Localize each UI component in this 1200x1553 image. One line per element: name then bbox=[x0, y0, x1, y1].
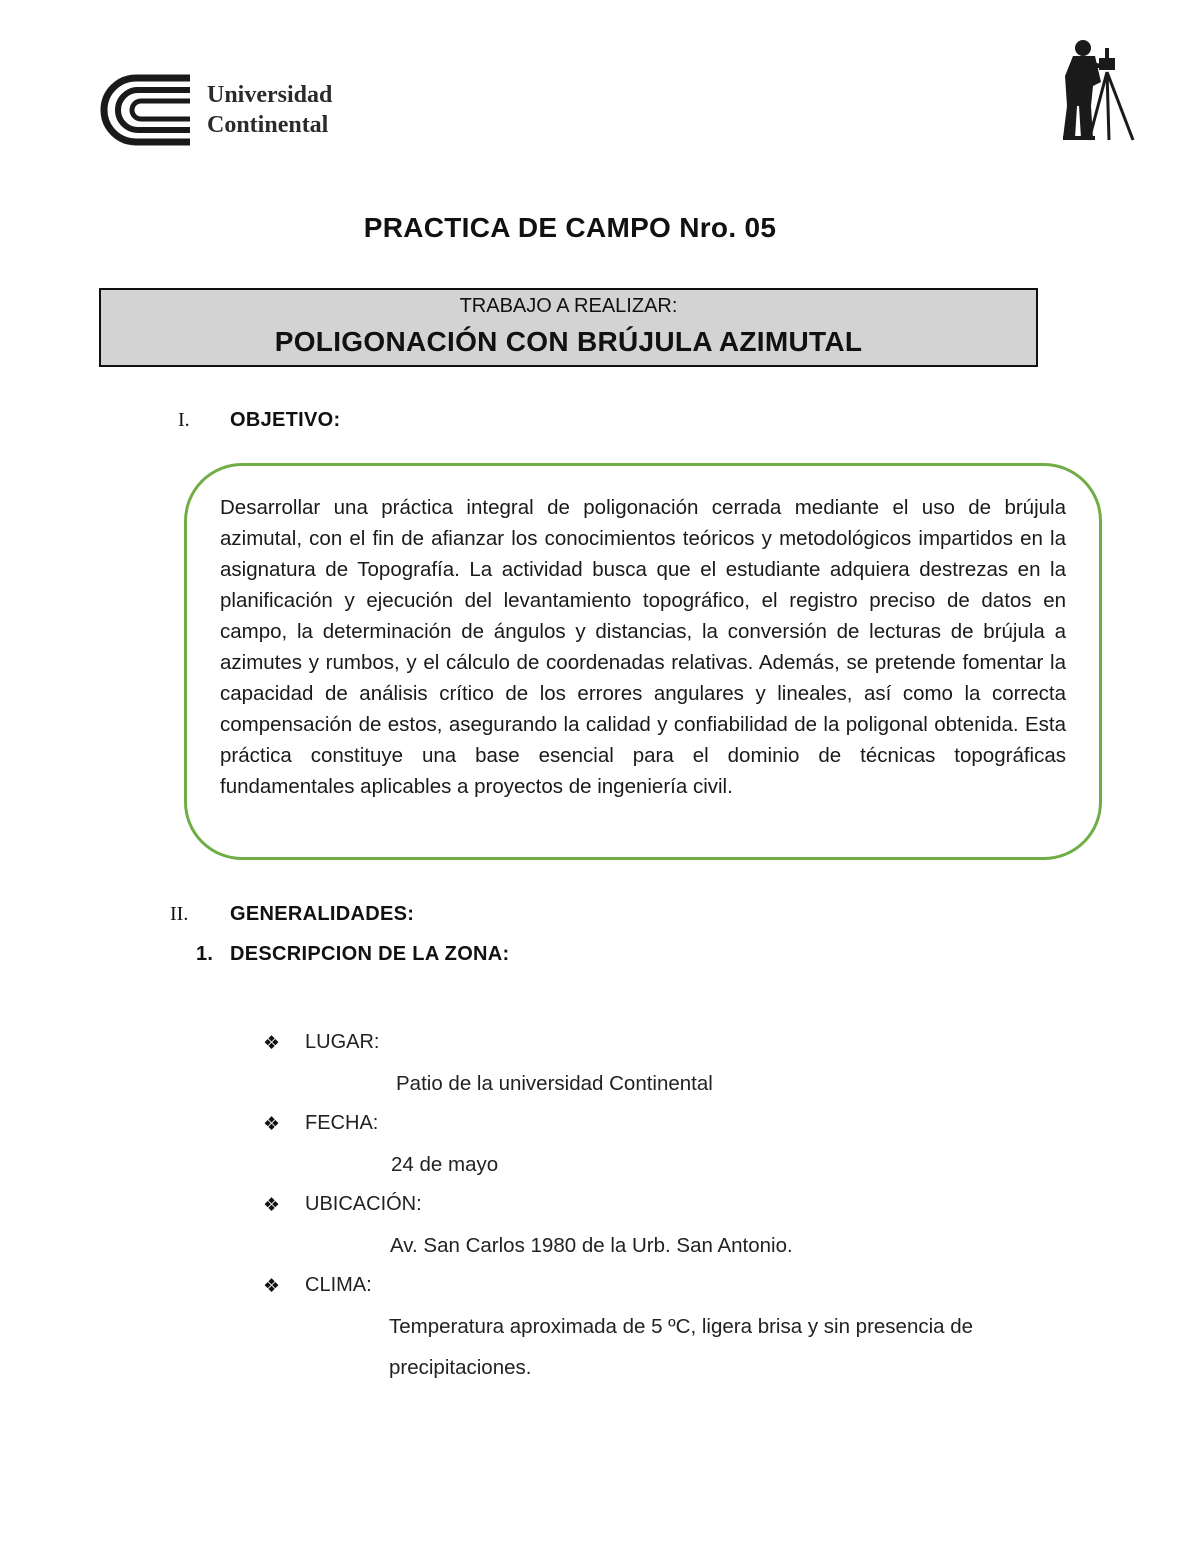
field-label-ubicacion: UBICACIÓN: bbox=[305, 1193, 422, 1215]
surveyor-icon bbox=[1055, 36, 1137, 142]
section-1-number: I. bbox=[178, 409, 190, 431]
field-label-lugar: LUGAR: bbox=[305, 1031, 380, 1053]
section-1-title: OBJETIVO: bbox=[230, 409, 341, 431]
section-2-title: GENERALIDADES: bbox=[230, 903, 415, 925]
field-value-ubicacion: Av. San Carlos 1980 de la Urb. San Antonio. bbox=[390, 1234, 793, 1257]
field-label-fecha: FECHA: bbox=[305, 1112, 379, 1134]
subsection-number: 1. bbox=[196, 943, 214, 965]
logo-text bbox=[207, 80, 332, 140]
bullet-icon: ❖ bbox=[263, 1195, 281, 1216]
work-label: TRABAJO A REALIZAR: bbox=[459, 295, 678, 317]
page-title: PRACTICA DE CAMPO Nro. 05 bbox=[363, 212, 777, 243]
bullet-icon: ❖ bbox=[263, 1033, 281, 1054]
logo-line-2: Continental bbox=[207, 112, 329, 138]
field-value-lugar: Patio de la universidad Continental bbox=[396, 1072, 713, 1095]
field-label-clima: CLIMA: bbox=[305, 1274, 372, 1296]
logo-line-1: Universidad bbox=[207, 82, 333, 108]
section-2-number: II. bbox=[170, 903, 189, 925]
field-value-clima: Temperatura aproximada de 5 ºC, ligera brisa y sin presencia de precipitaciones. bbox=[389, 1315, 974, 1379]
work-box bbox=[99, 288, 1038, 367]
field-value-fecha: 24 de mayo bbox=[391, 1153, 499, 1176]
objective-text: Desarrollar una práctica integral de poligonación cerrada mediante el uso de brújula azimutal, con el fin de afianzar los conocimientos teóricos y metodológicos impartidos en la asignatura de Topografía. La actividad busca que el estudiante adquiera destrezas en la planificación y ejecución del levantamiento topográfico, el registro preciso de datos en campo, la determinación de ángulos y distancias, la conversión de lecturas de brújula a azimutes y rumbos, y el cálculo de coordenadas relativas. Además, se pretende fomentar la capacidad de análisis crítico de los errores angulares y lineales, así como la correcta compensación de estos, asegurando la calidad y confiabilidad de la poligonal obtenida. Esta práctica constituye una base esencial para el dominio de técnicas topográficas fundamentales aplicables a proyectos de ingeniería civil. bbox=[220, 496, 1066, 798]
bullet-icon: ❖ bbox=[263, 1114, 281, 1135]
subsection-title: DESCRIPCION DE LA ZONA: bbox=[230, 943, 510, 965]
work-title: POLIGONACIÓN CON BRÚJULA AZIMUTAL bbox=[274, 326, 863, 357]
bullet-icon: ❖ bbox=[263, 1276, 281, 1297]
